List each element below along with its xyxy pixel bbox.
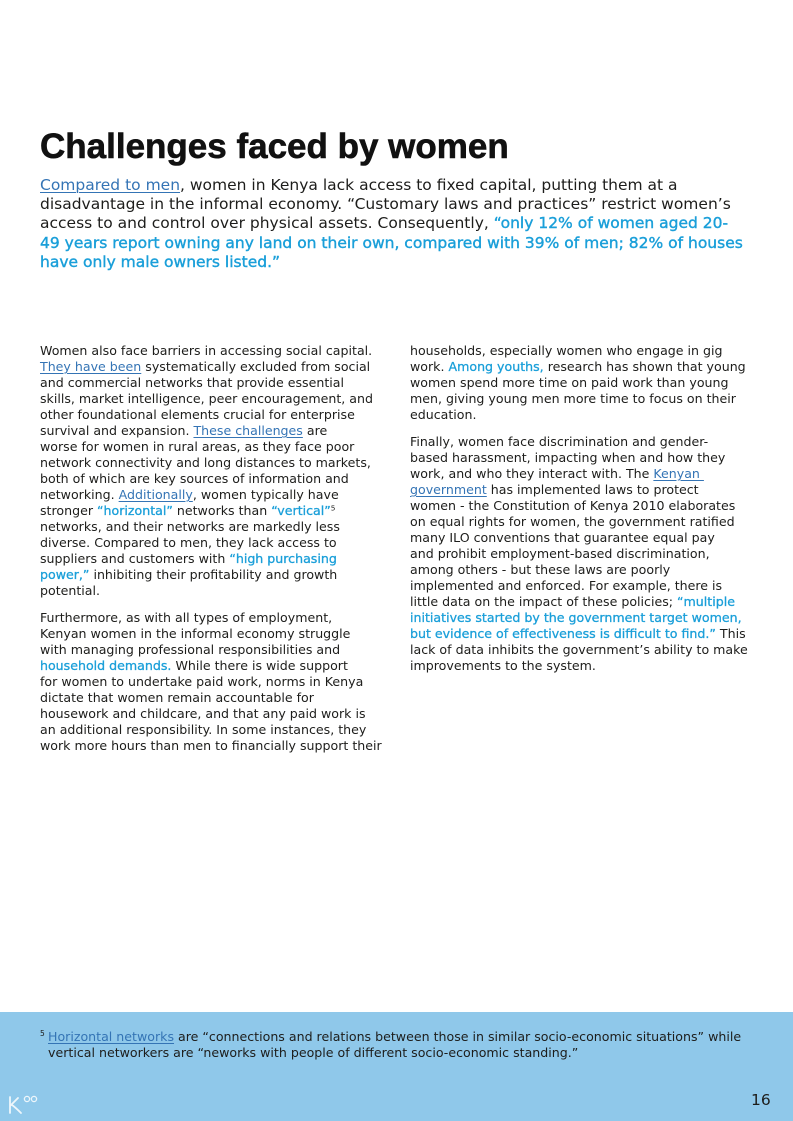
text-line: [40, 253, 743, 272]
text-run: inhibiting their profitability and growth: [89, 567, 338, 582]
text-line: [410, 407, 748, 423]
text-line: [40, 343, 382, 359]
text-run: Finally, women face discrimination and gender-: [410, 434, 709, 449]
text-run: improvements to the system.: [410, 658, 596, 673]
text-line: [410, 450, 748, 466]
text-line: [410, 610, 748, 626]
text-line: [40, 642, 382, 658]
inline-link[interactable]: They have been: [40, 359, 142, 374]
highlighted-quote: “horizontal”: [97, 503, 173, 518]
text-run: worse for women in rural areas, as they face poor: [40, 439, 355, 454]
text-run: on equal rights for women, the government ratified: [410, 514, 735, 529]
text-run: dictate that women remain accountable for: [40, 690, 314, 705]
highlighted-quote: “high purchasing: [229, 551, 337, 566]
body-paragraph: [40, 343, 382, 599]
text-line: [410, 562, 748, 578]
text-run: Furthermore, as with all types of employment,: [40, 610, 333, 625]
text-run: survival and expansion.: [40, 423, 194, 438]
text-line: [40, 439, 382, 455]
text-line: [40, 487, 382, 503]
text-run: research has shown that young: [543, 359, 746, 374]
text-line: [48, 1045, 741, 1061]
right-column: [410, 343, 748, 674]
highlighted-quote: power,”: [40, 567, 90, 582]
text-run: little data on the impact of these policies;: [410, 594, 677, 609]
text-run: work.: [410, 359, 449, 374]
page-title: Challenges faced by women: [40, 127, 509, 166]
text-run: While there is wide support: [171, 658, 348, 673]
body-paragraph: [410, 343, 748, 423]
text-line: [410, 482, 748, 498]
text-line: [40, 234, 743, 253]
footnote: [40, 1029, 742, 1061]
watermark-logo: [6, 1094, 40, 1116]
left-column: [40, 343, 382, 754]
text-run: women - the Constitution of Kenya 2010 elaborates: [410, 498, 736, 513]
highlighted-quote: Among youths,: [448, 359, 544, 374]
text-run: This: [715, 626, 746, 641]
text-run: networks, and their networks are markedly less: [40, 519, 340, 534]
text-line: [410, 391, 748, 407]
text-run: among others - but these laws are poorly: [410, 562, 671, 577]
text-run: both of which are key sources of information and: [40, 471, 349, 486]
text-line: [40, 583, 382, 599]
text-run: households, especially women who engage in gig: [410, 343, 723, 358]
text-line: [410, 578, 748, 594]
text-line: [40, 455, 382, 471]
body-paragraph: [410, 434, 748, 674]
text-run: access to and control over physical assets. Consequently,: [40, 214, 494, 233]
text-run: disadvantage in the informal economy. “Customary laws and practices” restrict women’s: [40, 195, 731, 214]
text-line: [40, 658, 382, 674]
text-line: [40, 519, 382, 535]
highlighted-quote: “only 12% of women aged 20-: [493, 214, 729, 233]
highlighted-quote: household demands.: [40, 658, 172, 673]
text-run: vertical networkers are “neworks with people of different socio-economic standing.”: [48, 1045, 579, 1060]
intro-paragraph: [40, 176, 743, 272]
text-run: implemented and enforced. For example, there is: [410, 578, 723, 593]
text-run: women spend more time on paid work than young: [410, 375, 729, 390]
text-line: [40, 674, 382, 690]
text-line: [40, 690, 382, 706]
inline-link[interactable]: Additionally: [118, 487, 193, 502]
text-line: [40, 407, 382, 423]
text-run: Women also face barriers in accessing social capital.: [40, 343, 373, 358]
text-run: based harassment, impacting when and how they: [410, 450, 726, 465]
text-line: [40, 567, 382, 583]
text-line: [410, 514, 748, 530]
highlighted-quote: but evidence of effectiveness is difficult to find.”: [410, 626, 716, 641]
text-line: [40, 626, 382, 642]
text-line: [410, 434, 748, 450]
text-line: [40, 535, 382, 551]
text-line: [410, 594, 748, 610]
text-line: [40, 375, 382, 391]
text-run: network connectivity and long distances to markets,: [40, 455, 371, 470]
text-run: and commercial networks that provide essential: [40, 375, 344, 390]
text-line: [410, 375, 748, 391]
highlighted-quote: initiatives started by the government target women,: [410, 610, 742, 625]
text-line: [40, 706, 382, 722]
text-line: [410, 626, 748, 642]
text-run: systematically excluded from social: [141, 359, 371, 374]
text-run: and prohibit employment-based discrimination,: [410, 546, 710, 561]
text-run: many ILO conventions that guarantee equal pay: [410, 530, 715, 545]
text-run: lack of data inhibits the government’s ability to make: [410, 642, 748, 657]
text-run: are “connections and relations between those in similar socio-economic situations” while: [174, 1029, 742, 1044]
text-run: skills, market intelligence, peer encouragement, and: [40, 391, 373, 406]
text-run: networking.: [40, 487, 119, 502]
text-run: work more hours than men to financially support their: [40, 738, 382, 753]
text-line: [40, 722, 382, 738]
text-run: , women in Kenya lack access to fixed capital, putting them at a: [180, 176, 678, 194]
text-line: [48, 1029, 741, 1045]
text-line: [40, 214, 743, 233]
text-run: men, giving young men more time to focus on their: [410, 391, 736, 406]
inline-link[interactable]: Compared to men: [40, 176, 181, 194]
text-line: [40, 551, 382, 567]
highlighted-quote: have only male owners listed.”: [40, 252, 281, 271]
text-run: , women typically have: [192, 487, 339, 502]
page-number: 16: [751, 1091, 771, 1109]
highlighted-quote: “vertical”: [271, 503, 331, 518]
text-run: diverse. Compared to men, they lack access to: [40, 535, 337, 550]
text-line: [40, 471, 382, 487]
text-line: [40, 176, 743, 195]
text-line: [410, 530, 748, 546]
inline-link[interactable]: government: [410, 482, 487, 497]
body-paragraph: [40, 610, 382, 754]
text-line: [410, 466, 748, 482]
text-run: are: [302, 423, 328, 438]
text-line: [40, 738, 382, 754]
text-run: networks than: [172, 503, 272, 518]
text-run: education.: [410, 407, 477, 422]
text-run: suppliers and customers with: [40, 551, 230, 566]
text-line: [410, 658, 748, 674]
text-line: [410, 343, 748, 359]
text-run: an additional responsibility. In some instances, they: [40, 722, 367, 737]
text-line: [40, 359, 382, 375]
text-line: [410, 642, 748, 658]
text-line: [40, 391, 382, 407]
text-line: [40, 423, 382, 439]
text-line: [410, 498, 748, 514]
footnote-marker: 5: [40, 1029, 45, 1038]
highlighted-quote: 49 years report owning any land on their own, compared with 39% of men; 82% of houses: [40, 233, 743, 252]
text-line: [40, 195, 743, 214]
footnote-reference: 5: [330, 503, 336, 513]
inline-link[interactable]: Kenyan: [653, 466, 704, 481]
text-run: with managing professional responsibilities and: [40, 642, 341, 657]
text-run: for women to undertake paid work, norms in Kenya: [40, 674, 364, 689]
text-run: potential.: [40, 583, 101, 598]
text-run: other foundational elements crucial for enterprise: [40, 407, 355, 422]
highlighted-quote: “multiple: [677, 594, 735, 609]
text-run: has implemented laws to protect: [486, 482, 699, 497]
text-line: [410, 359, 748, 375]
text-run: Kenyan women in the informal economy struggle: [40, 626, 351, 641]
footnote-text: [48, 1029, 741, 1061]
text-line: [40, 503, 382, 519]
text-line: [40, 610, 382, 626]
inline-link[interactable]: Horizontal networks: [48, 1029, 175, 1044]
text-run: stronger: [40, 503, 98, 518]
watermark-logo-icon: [6, 1094, 40, 1116]
text-run: housework and childcare, and that any paid work is: [40, 706, 366, 721]
text-line: [410, 546, 748, 562]
inline-link[interactable]: These challenges: [193, 423, 303, 438]
text-run: work, and who they interact with. The: [410, 466, 654, 481]
